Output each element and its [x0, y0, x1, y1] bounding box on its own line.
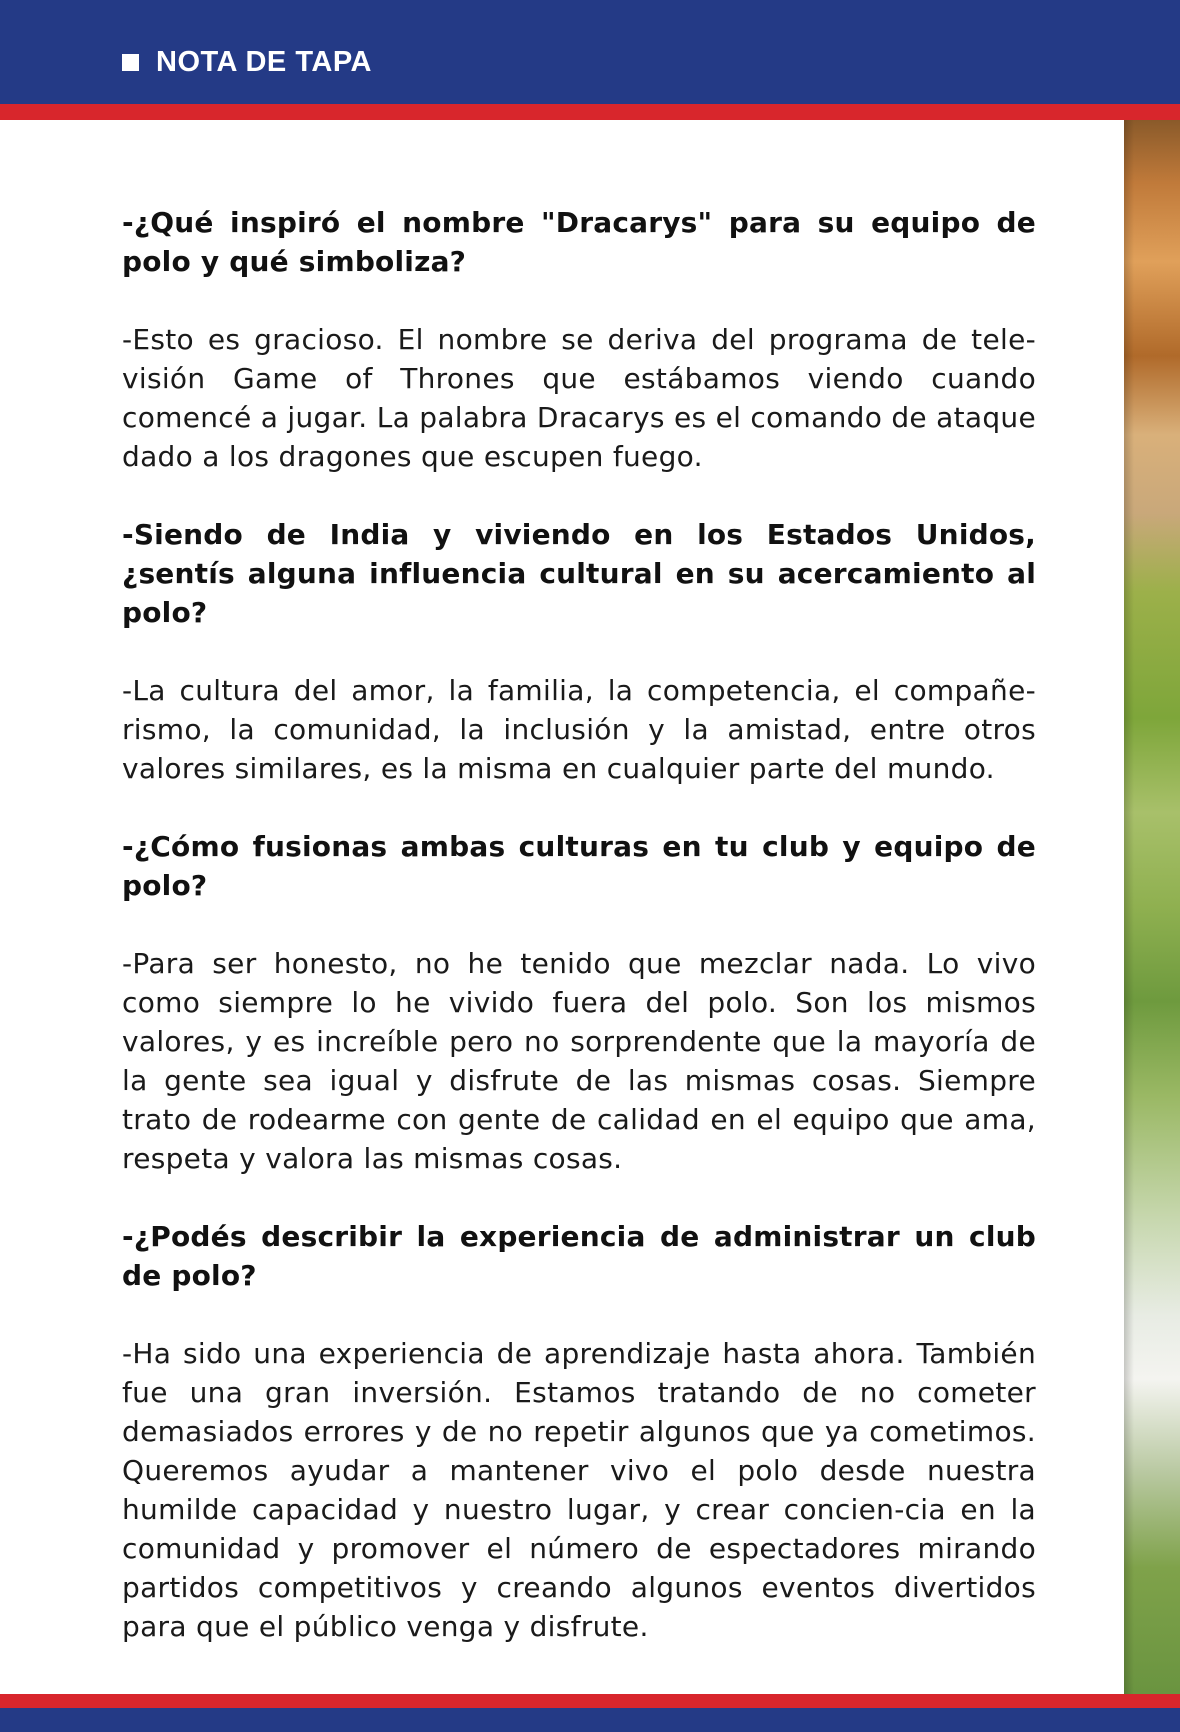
square-bullet-icon	[122, 54, 139, 71]
footer-band	[0, 1708, 1180, 1732]
answer-4: -Ha sido una experiencia de aprendizaje hasta ahora. También fue una gran inversión. Estamos tratando de no cometer demasiados errores y de no repetir algunos que ya cometimos. Queremos ayudar a mantener vivo el polo desde nuestra humilde capacidad y nuestro lugar, y crear concien-cia en la comunidad y promover el número de espectadores mirando partidos competitivos y creando algunos eventos divertidos para que el público venga y disfrute.	[122, 1337, 1036, 1643]
question-4: -¿Podés describir la experiencia de administrar un club de polo?	[122, 1220, 1036, 1292]
section-label-text: NOTA DE TAPA	[156, 46, 372, 78]
photo-edge-shadow	[1124, 120, 1134, 1694]
answer-1: -Esto es gracioso. El nombre se deriva del programa de tele-visión Game of Thrones que estábamos viendo cuando comencé a jugar. La palabra Dracarys es el comando de ataque dado a los dragones que escupen fuego.	[122, 323, 1036, 473]
interview-body	[122, 203, 1036, 1646]
answer-3: -Para ser honesto, no he tenido que mezclar nada. Lo vivo como siempre lo he vivido fuera del polo. Son los mismos valores, y es increíble pero no sorprendente que la mayoría de la gente sea igual y disfrute de las mismas cosas. Siempre trato de rodearme con gente de calidad en el equipo que ama, respeta y valora las mismas cosas.	[122, 947, 1036, 1175]
question-1: -¿Qué inspiró el nombre "Dracarys" para su equipo de polo y qué simboliza?	[122, 206, 1036, 278]
question-2: -Siendo de India y viviendo en los Estados Unidos, ¿sentís alguna influencia cultural en su acercamiento al polo?	[122, 518, 1036, 629]
header-red-stripe	[0, 104, 1180, 120]
answer-2: -La cultura del amor, la familia, la competencia, el compañe-rismo, la comunidad, la inclusión y la amistad, entre otros valores similares, es la misma en cualquier parte del mundo.	[122, 674, 1036, 785]
question-3: -¿Cómo fusionas ambas culturas en tu club y equipo de polo?	[122, 830, 1036, 902]
footer-red-stripe	[0, 1694, 1180, 1708]
section-label	[122, 48, 372, 77]
